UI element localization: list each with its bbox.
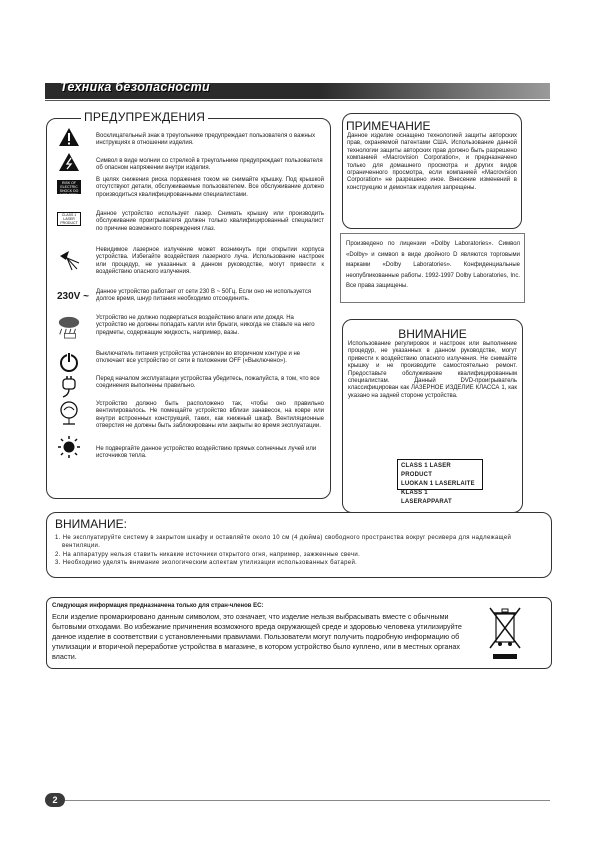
attention-box: [46, 512, 552, 578]
warning-text-7: Устройство не должно подвергаться воздействию влаги или дождя. На устройство не должны попадать капли или брызги, никогда не ставьте на него предметы, содержащие жидкость, например, вазы.: [96, 315, 315, 336]
warnings-box: [46, 110, 331, 499]
warning-text-10: Устройство должно быть расположено так, чтобы оно правильно вентилировалось. Не помещайте устройство вблизи занавесок, на ковре или внутри встроенных конструкций, таких, как книжный шкаф. Вентиляционные отверстия не должны быть заблокированы или закрыты во время эксплуатации.: [96, 401, 324, 430]
laser-beam-icon: [57, 248, 81, 272]
caution-label-icon: CAUTION RISK OF ELECTRIC SHOCK DO NOT OPEN: [57, 175, 81, 199]
warning-text-2: Символ в виде молнии со стрелкой в треугольнике предупреждает пользователя об опасном напряжении внутри изделия.: [96, 158, 323, 172]
license-box: [340, 233, 525, 303]
note-text: Данное изделие оснащено технологией защиты авторских прав, охраняемой патентами США. Использование данной технологии защиты авторских прав должно быть разрешено компанией «Macrovision Corporation», и предназначено только для домашнего просмотра и других видов ограниченного просмотра, если компанией «Macrovision Corporation» не разрешено иное. Внесение изменений в конструкцию и демонтаж изделия запрещены.: [347, 133, 517, 191]
attention-item: 3. Необходимо уделять внимание экологическим аспектам утилизации использованных батарей.: [55, 560, 358, 567]
class1-laser-label-icon: CLASS 1 LASER PRODUCT: [57, 207, 81, 231]
page-title: Техника безопасности: [60, 80, 210, 94]
eu-notice-heading: Следующая информация предназначена только для стран-членов ЕС:: [52, 603, 264, 609]
exclamation-triangle-icon: [57, 125, 81, 149]
license-text: Произведено по лицензии «Dolby Laboratories». Символ «Dolby» и символ в виде двойного D являются торговыми марками «Dolby Laboratories». Конфиденциальные неопубликованные работы. 1992-1997 Dolby Laboratories, Inc. Все права защищены.: [346, 241, 520, 289]
warning-text-5: Невидимое лазерное излучение может возникнуть при открытии корпуса устройства. Избегайте воздействия лазерного луча. Использование настроек или процедур, не указанных в данном руководстве, могут привести к воздействию опасного излучения.: [96, 247, 324, 276]
ventilation-icon: [57, 401, 81, 425]
voltage-icon: 230V ~: [57, 290, 89, 302]
warning-text-4: Данное устройство использует лазер. Снимать крышку или производить обслуживание проигрывателя должен только квалифицированный специалист по причине возможного повреждения глаз.: [96, 211, 324, 232]
warning-text-11: Не подвергайте данное устройство воздействию прямых солнечных лучей или источников тепла.: [96, 446, 317, 460]
plug-icon: [57, 375, 81, 399]
attention-heading: ВНИМАНИЕ:: [55, 517, 127, 531]
title-divider: [45, 100, 550, 101]
warning-text-3: В целях снижения риска поражения током не снимайте крышку. Под крышкой отсутствуют детали, обслуживаемые пользователем. Все обслуживание должно производиться квалифицированными специалистами.: [96, 177, 324, 198]
rain-cloud-icon: [57, 315, 81, 339]
warning-text-1: Восклицательный знак в треугольнике предупреждает пользователя о важных инструкциях в отношении изделия.: [96, 133, 316, 147]
lightning-triangle-icon: [57, 150, 81, 174]
crossed-bin-icon: [487, 602, 523, 667]
power-icon: [57, 350, 81, 374]
attention-item: 2. На аппаратуру нельзя ставить никакие источники открытого огня, например, зажженные свечи.: [55, 551, 361, 558]
warning-text-9: Перед началом эксплуатации устройства убедитесь, пожалуйста, в том, что все соединения выполнены правильно.: [96, 376, 320, 390]
caution-text: Использование регулировок и настроек или выполнение процедур, не указанных в данном руководстве, могут привести к воздействию опасного излучения. Не снимайте крышку и не производите самостоятельно ремонт. Предоставьте обслуживание квалифицированным специалистам. Данный DVD-проигрыватель классифицирован как ЛАЗЕРНОЕ ИЗДЕЛИЕ КЛАССА 1, как указано на задней стороне устройства.: [348, 341, 517, 399]
footer-divider: [62, 800, 550, 801]
attention-item: 1. Не эксплуатируйте систему в закрытом шкафу и оставляйте около 10 см (4 дюйма) свободного пространства вокруг ресивера для надлежащей вентиляции.: [55, 535, 512, 550]
laser-label-line: KLASS 1 LASERAPPARAT: [401, 490, 452, 505]
eu-notice-box: [46, 597, 552, 669]
sun-icon: [57, 435, 81, 459]
warning-text-8: Выключатель питания устройства установлен во вторичном контуре и не отключает все устройство от сети в положении OFF («Выключено»).: [96, 351, 301, 365]
note-heading: ПРИМЕЧАНИЕ: [346, 119, 431, 133]
note-box: [342, 113, 522, 229]
laser-label-line: CLASS 1 LASER PRODUCT: [401, 463, 451, 478]
warnings-heading: ПРЕДУПРЕЖДЕНИЯ: [81, 110, 208, 124]
laser-product-label: [397, 459, 483, 505]
page-number: 2: [45, 793, 65, 807]
laser-label-line: LUOKAN 1 LASERLAITE: [401, 481, 475, 487]
warning-text-6: Данное устройство работает от сети 230 В ~ 50Гц. Если оно не используется долгое время, шнур питания необходимо отсоединить.: [96, 289, 312, 303]
attention-list: [55, 534, 525, 568]
eu-notice-text: Если изделие промаркировано данным символом, это означает, что изделие нельзя выбрасывать вместе с обычными бытовыми отходами. Во избежание причинения возможного вреда окружающей среде и здоровью человека утилизируйте данное изделие в соответствии с установленными правилами. Пользователи могут получить подробную информацию об утилизации и вторичной переработке устройства в магазине, в котором устройство было куплено, или в местных органах власти.: [52, 612, 462, 661]
caution-heading: ВНИМАНИЕ: [398, 327, 467, 341]
